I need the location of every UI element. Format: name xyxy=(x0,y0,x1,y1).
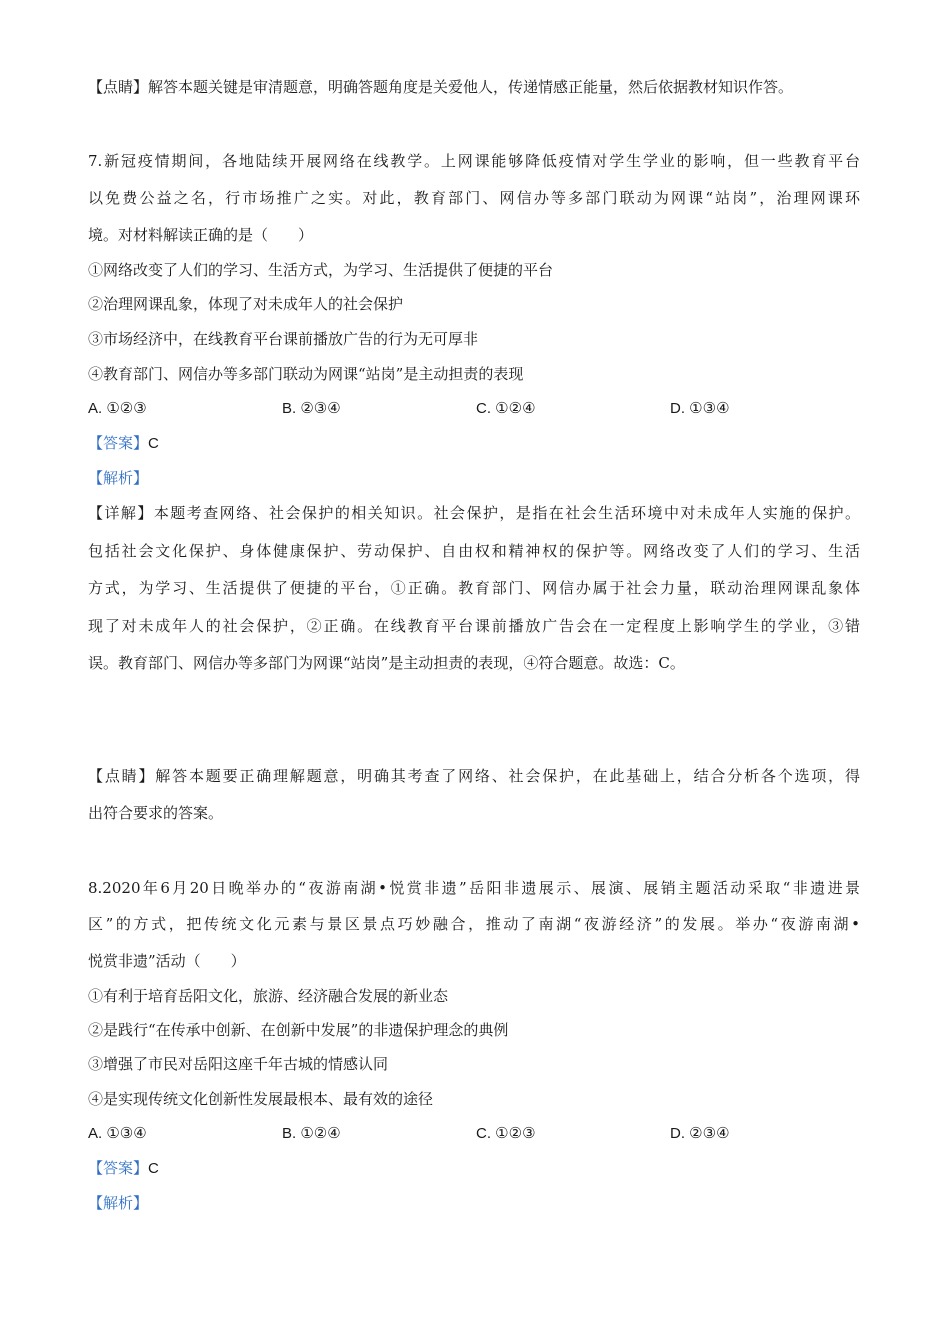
q7-answer xyxy=(88,432,159,455)
q7-answer-tag: 【答案】 xyxy=(88,434,149,452)
q8-analysis-tag: 【解析】 xyxy=(88,1194,149,1212)
q7-statement-4: ④教育部门、网信办等多部门联动为网课“站岗”是主动担责的表现 xyxy=(88,365,524,383)
q7-stem-line-1: 7.新冠疫情期间，各地陆续开展网络在线教学。上网课能够降低疫情对学生学业的影响，但一些教育平台 xyxy=(88,152,860,170)
q7-option-a: A. ①②③ xyxy=(88,399,147,417)
q7-options xyxy=(88,397,868,419)
q7-detail-line-1: 【详解】本题考查网络、社会保护的相关知识。社会保护，是指在社会生活环境中对未成年人实施的保护。 xyxy=(88,504,860,522)
q7-analysis-tag: 【解析】 xyxy=(88,469,149,487)
q7-detail-tag: 【详解】 xyxy=(88,504,154,522)
q8-stem-line-1: 8.2020年6月20日晚举办的“夜游南湖•悦赏非遗”岳阳非遗展示、展演、展销主题活动采取“非遗进景 xyxy=(88,879,860,897)
q8-statement-1: ①有利于培育岳阳文化，旅游、经济融合发展的新业态 xyxy=(88,987,449,1005)
q7-answer-value: C xyxy=(148,435,159,452)
q7-detail-line-5: 误。教育部门、网信办等多部门为网课“站岗”是主动担责的表现，④符合题意。故选：C。 xyxy=(88,654,685,672)
q8-option-b: B. ①②④ xyxy=(282,1124,341,1142)
q7-statement-1: ①网络改变了人们的学习、生活方式，为学习、生活提供了便捷的平台 xyxy=(88,261,554,279)
q8-option-c: C. ①②③ xyxy=(476,1124,536,1142)
q8-statement-4: ④是实现传统文化创新性发展最根本、最有效的途径 xyxy=(88,1090,434,1108)
q6-tip-tag: 【点睛】 xyxy=(88,78,149,96)
q7-statement-3: ③市场经济中，在线教育平台课前播放广告的行为无可厚非 xyxy=(88,330,479,348)
q8-answer xyxy=(88,1157,159,1180)
q7-tip-line-1: 【点睛】解答本题要正确理解题意，明确其考查了网络、社会保护，在此基础上，结合分析各个选项，得 xyxy=(88,767,860,785)
q8-statement-3: ③增强了市民对岳阳这座千年古城的情感认同 xyxy=(88,1055,389,1073)
q8-option-a: A. ①③④ xyxy=(88,1124,147,1142)
q7-option-b: B. ②③④ xyxy=(282,399,341,417)
q8-option-d: D. ②③④ xyxy=(670,1124,730,1142)
q7-option-c: C. ①②④ xyxy=(476,399,536,417)
q7-tip-line-2: 出符合要求的答案。 xyxy=(88,804,224,822)
q7-tip-tag: 【点睛】 xyxy=(88,767,156,785)
q8-statement-2: ②是践行“在传承中创新、在创新中发展”的非遗保护理念的典例 xyxy=(88,1021,509,1039)
q7-detail-line-4: 现了对未成年人的社会保护，②正确。在线教育平台课前播放广告会在一定程度上影响学生的学业，③错 xyxy=(88,617,860,635)
q6-tip xyxy=(88,76,793,98)
q8-stem-line-3: 悦赏非遗”活动（ ） xyxy=(88,952,246,970)
q8-options xyxy=(88,1122,868,1144)
q7-option-d: D. ①③④ xyxy=(670,399,730,417)
q8-stem-line-2: 区”的方式，把传统文化元素与景区景点巧妙融合，推动了南湖“夜游经济”的发展。举办“夜游南湖• xyxy=(88,915,860,933)
q7-statement-2: ②治理网课乱象，体现了对未成年人的社会保护 xyxy=(88,295,404,313)
q6-tip-text: 解答本题关键是审清题意，明确答题角度是关爱他人，传递情感正能量，然后依据教材知识作答。 xyxy=(148,78,794,96)
q8-answer-value: C xyxy=(148,1160,159,1177)
q7-stem-line-2: 以免费公益之名，行市场推广之实。对此，教育部门、网信办等多部门联动为网课“站岗”，治理网课环 xyxy=(88,189,860,207)
q7-detail-line-3: 方式，为学习、生活提供了便捷的平台，①正确。教育部门、网信办属于社会力量，联动治理网课乱象体 xyxy=(88,579,860,597)
q8-answer-tag: 【答案】 xyxy=(88,1159,149,1177)
q7-detail-line-2: 包括社会文化保护、身体健康保护、劳动保护、自由权和精神权的保护等。网络改变了人们的学习、生活 xyxy=(88,542,860,560)
q7-stem-line-3: 境。对材料解读正确的是（ ） xyxy=(88,226,314,244)
